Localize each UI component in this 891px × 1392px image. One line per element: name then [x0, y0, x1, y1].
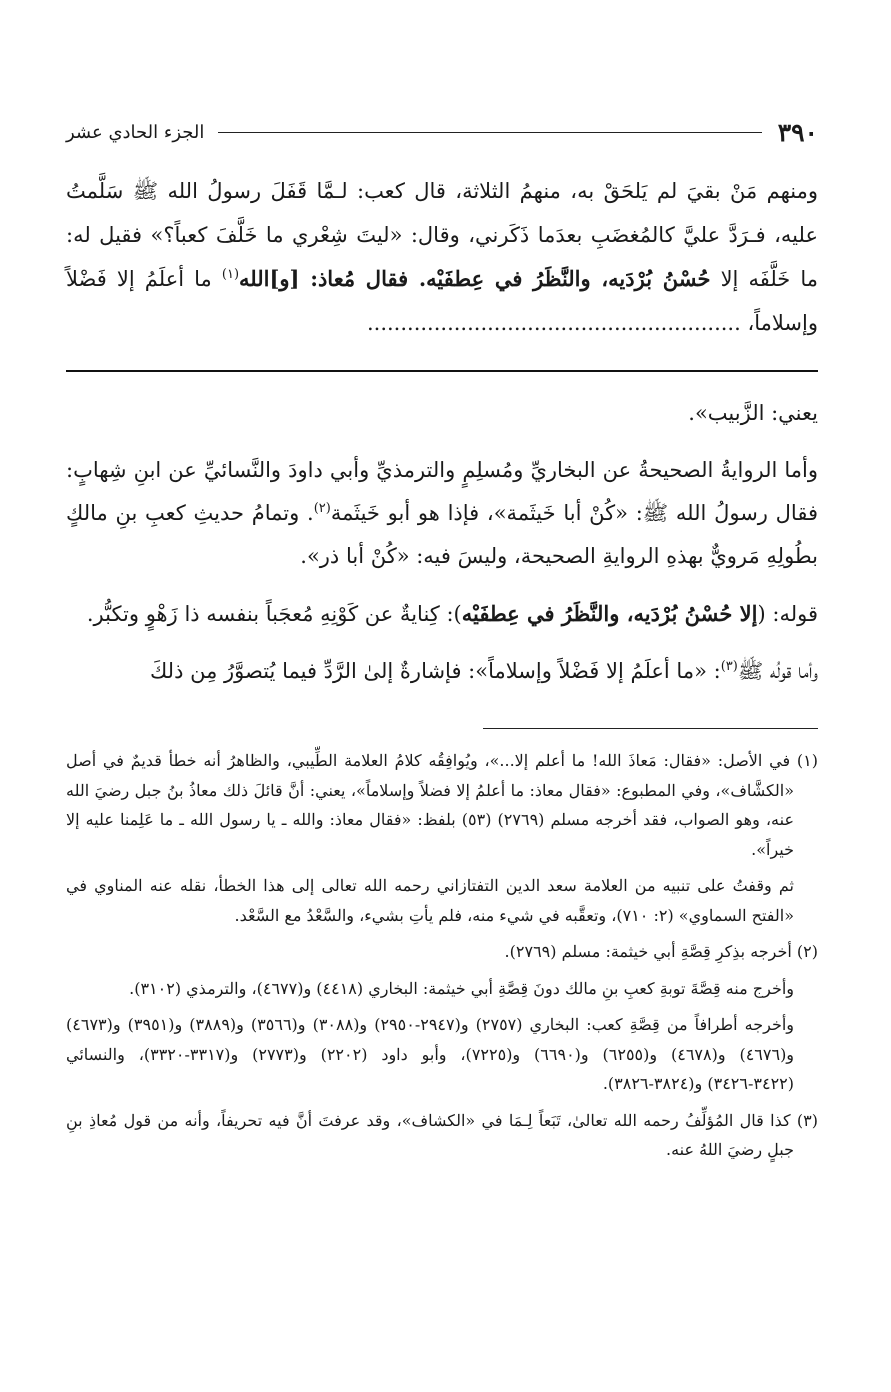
commentary-paragraph-4 — [66, 650, 818, 693]
footnote-ref-1[interactable]: (١) — [221, 267, 240, 282]
footnote-ref-3[interactable]: (٣) — [720, 659, 738, 674]
commentary-p3-bold: إلا حُسْنُ بُرْدَيه، والنَّظَرُ في عِطفَيْه — [461, 601, 758, 626]
section-divider — [66, 370, 818, 372]
quote-text-b: . فقال مُعاذ: [و]الله — [239, 266, 427, 291]
commentary-p3-tail: ): كِنايةٌ عن كَوْنِهِ مُعجَباً بنفسه ذا زَهْوٍ وتكبُّر. — [86, 602, 462, 626]
commentary-p2-tail: . وتمامُ حديثِ كعبِ بنِ مالكٍ بطُولِهِ مَرويٌّ بهذهِ الروايةِ الصحيحة، وليسَ فيه: «كُنْ أبا ذر». — [66, 501, 818, 568]
commentary-p3-lead: قوله: ( — [757, 602, 818, 626]
footnote-ref-2[interactable]: (٢) — [313, 501, 331, 516]
quote-dots: ........................................................ — [366, 310, 741, 335]
running-title: الجزء الحادي عشر — [66, 121, 205, 143]
commentary-p4-lead: وأما قولُه ﷺ — [737, 659, 818, 683]
commentary-p2-text: وأما الروايةُ الصحيحةُ عن البخاريِّ ومُسلِمٍ والترمذيِّ وأبي داودَ والنَّسائيِّ عن ابنِ شِهابٍ: فقال رسولُ الله ﷺ: «كُنْ أبا خَيثَمة»، فإذا هو أبو خَيثَمة — [66, 458, 818, 525]
footnote-2-continuation-2: وأخرجه أطرافاً من قِصَّةِ كعب: البخاري (٢٧٥٧) و(٢٩٤٧-٢٩٥٠) و(٣٠٨٨) و(٣٥٦٦) و(٣٨٨٩) و(٣٩٥١) و(٤٦٧٣) و(٤٦٧٦) و(٤٦٧٨) و(٦٢٥٥) و(٦٦٩٠) و(٧٢٢٥)، وأبو داود (٢٢٠٢) و(٢٧٧٣) و(٣٣١٧-٣٣٢٠)، والنسائي (٣٤٢٢-٣٤٢٦) و(٣٨٢٤-٣٨٢٦). — [66, 1015, 795, 1093]
quote-text-c: ما أعلَمُ إلا فَضْلاً وإسلاماً، — [66, 267, 818, 335]
commentary-paragraph-2 — [66, 449, 818, 578]
footnotes — [66, 746, 818, 1165]
footnote-2-continuation-1: وأخرج منه قِصَّةَ توبةِ كعبِ بنِ مالك دونَ قِصَّةِ أبي خيثمة: البخاري (٤٤١٨) و(٤٦٧٧)، والترمذي (٣١٠٢). — [129, 978, 794, 998]
footnote-1-continuation: ثم وقفتُ على تنبيه من العلامة سعد الدين التفتازاني رحمه الله تعالى إلى هذا الخطأ، نقله عنه المناوي في «الفتح السماوي» (٢: ٧١٠)، وتعقَّبه في شيء منه، فلم يأتِ بشيء، والسَّعْدُ مع السَّعْد. — [66, 876, 794, 925]
page-header — [66, 112, 818, 152]
footnote-1: (١) في الأصل: «فقال: مَعاذَ الله! ما أعلم إلا...»، ويُوافِقُه كلامُ العلامة الطِّيبي، والظاهرُ أنه خطأ قديمٌ في أصل «الكشَّاف»، وفي المطبوع: «فقال معاذ: ما أعلمُ إلا فضلاً وإسلاماً»، يعني: أنَّ قائلَ ذلك معاذُ بنُ جبل رضيَ الله عنه، وهو الصواب، فقد أخرجه مسلم (٢٧٦٩) (٥٣) بلفظ: «فقال معاذ: والله ـ يا رسول الله ـ ما عَلِمنا عليه إلا خيراً». — [66, 751, 819, 859]
header-rule — [218, 132, 761, 133]
page-number: ٣٩٠ — [777, 117, 818, 147]
commentary-paragraph-1: يعني: الزَّبيب». — [688, 401, 818, 425]
footnote-separator — [483, 728, 818, 729]
commentary-p4-tail: : «ما أعلَمُ إلا فَضْلاً وإسلاماً»: فإشارةٌ إلىٰ الرَّدِّ فيما يُتصوَّرُ مِن ذلكَ — [149, 659, 721, 683]
commentary-paragraph-3 — [66, 592, 818, 636]
footnote-2: (٢) أخرجه بذِكرِ قِصَّةِ أبي خيثمة: مسلم (٢٧٦٩). — [504, 942, 818, 961]
quoted-text — [66, 170, 818, 345]
quote-text-a: ومنهم مَنْ بقيَ لم يَلحَقْ به، منهمُ الثلاثة، قال كعب: لـمَّا قَفَلَ رسولُ الله ﷺ سَلَّمتُ عليه، فـرَدَّ عليَّ كالمُغضَبِ بعدَما ذَكَرني، وقال: «ليتَ شِعْري ما خَلَّفَ كعباً؟» فقيل له: ما خَلَّفَه إلا — [66, 179, 819, 291]
commentary — [66, 392, 818, 693]
quote-bold-phrase: حُسْنُ بُرْدَيه، والنَّظَرُ في عِطفَيْه — [426, 266, 711, 291]
footnote-3: (٣) كذا قال المُؤلِّفُ رحمه الله تعالىٰ، تَبَعاً لِـمَا في «الكشاف»، وقد عرفتَ أنَّ فيه تحريفاً، وأنه من قول مُعاذِ بنِ جبلٍ رضيَ اللهُ عنه. — [66, 1110, 819, 1159]
